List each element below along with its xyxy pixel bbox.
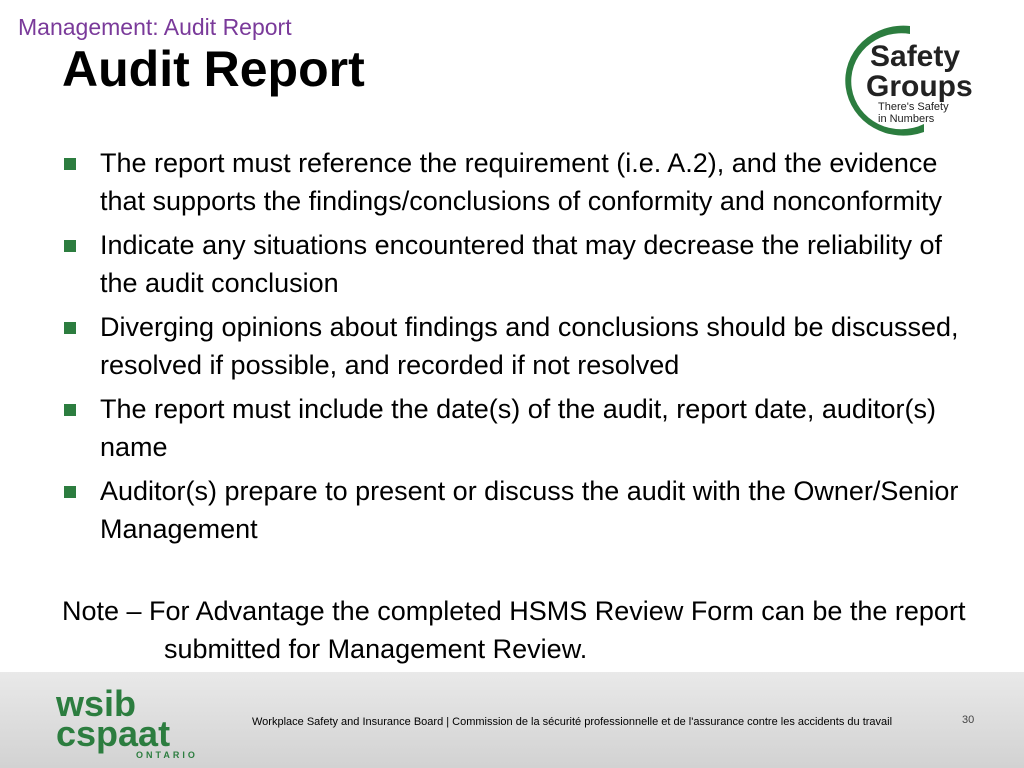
square-bullet-icon xyxy=(64,240,76,252)
safety-groups-logo xyxy=(828,20,1008,136)
bullet-item: Auditor(s) prepare to present or discuss the audit with the Owner/Senior Management xyxy=(62,472,962,548)
svg-text:in Numbers: in Numbers xyxy=(878,113,935,125)
svg-text:ONTARIO: ONTARIO xyxy=(136,750,198,760)
svg-text:There's Safety: There's Safety xyxy=(878,101,949,113)
svg-text:cspaat: cspaat xyxy=(56,713,171,754)
bullet-item: Indicate any situations encountered that may decrease the reliability of the audit conclusion xyxy=(62,226,962,302)
square-bullet-icon xyxy=(64,158,76,170)
svg-text:wsib: wsib xyxy=(56,686,137,724)
square-bullet-icon xyxy=(64,322,76,334)
svg-text:Groups: Groups xyxy=(866,70,973,103)
svg-text:Safety: Safety xyxy=(870,40,961,73)
bullet-list xyxy=(62,144,962,554)
bullet-item: The report must reference the requirement (i.e. A.2), and the evidence that supports the findings/conclusions of conformity and nonconformity xyxy=(62,144,962,220)
section-label: Management: Audit Report xyxy=(18,14,292,40)
wsib-logo xyxy=(54,686,204,760)
square-bullet-icon xyxy=(64,486,76,498)
bullet-item: Diverging opinions about findings and conclusions should be discussed, resolved if possible, and recorded if not resolved xyxy=(62,308,962,384)
square-bullet-icon xyxy=(64,404,76,416)
slide-title: Audit Report xyxy=(62,41,365,97)
footer xyxy=(0,672,1024,768)
bullet-item: The report must include the date(s) of the audit, report date, auditor(s) name xyxy=(62,390,962,466)
note-text: Note – For Advantage the completed HSMS Review Form can be the report submitted for Management Review. xyxy=(62,596,966,664)
footer-text: Workplace Safety and Insurance Board | Commission de la sécurité professionnelle et de l'assurance contre les accidents du travail xyxy=(252,716,893,728)
page-number: 30 xyxy=(962,714,975,726)
